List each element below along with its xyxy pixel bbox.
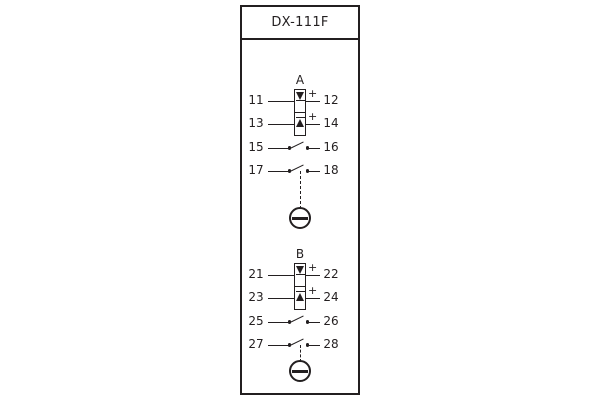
polarity-plus: + <box>308 110 318 123</box>
terminal-number: 27 <box>248 337 264 351</box>
wire-right <box>306 275 320 276</box>
wire-left <box>268 101 294 102</box>
mechanical-link-dashed <box>300 171 301 209</box>
wire-right <box>308 148 320 149</box>
group-label-a: A <box>295 73 305 87</box>
terminal-number: 21 <box>248 267 264 281</box>
wire-right <box>306 124 320 125</box>
terminal-number: 11 <box>248 93 264 107</box>
terminal-number: 26 <box>323 314 339 328</box>
polarity-plus: + <box>308 284 318 297</box>
diode-triangle-icon <box>296 92 304 100</box>
wire-left <box>268 345 290 346</box>
group-label-b: B <box>295 247 305 261</box>
terminal-number: 28 <box>323 337 339 351</box>
switch-arm-icon <box>290 315 304 322</box>
terminal-number: 13 <box>248 116 264 130</box>
screw-slot-icon <box>292 217 308 220</box>
terminal-number: 15 <box>248 140 264 154</box>
wire-left <box>268 298 294 299</box>
wire-left <box>268 322 290 323</box>
terminal-number: 23 <box>248 290 264 304</box>
device-title-bar <box>242 7 358 40</box>
terminal-number: 16 <box>323 140 339 154</box>
wire-left <box>268 124 294 125</box>
switch-arm-icon <box>290 338 304 345</box>
diode-bar <box>296 100 305 101</box>
switch-arm-icon <box>290 141 304 148</box>
diode-triangle-icon <box>296 266 304 274</box>
terminal-number: 22 <box>323 267 339 281</box>
device-title: DX-111F <box>271 15 329 30</box>
terminal-number: 18 <box>323 163 339 177</box>
wire-right <box>308 322 320 323</box>
wire-right <box>306 298 320 299</box>
wire-left <box>268 275 294 276</box>
wire-left <box>268 148 290 149</box>
polarity-plus: + <box>308 87 318 100</box>
polarity-plus: + <box>308 261 318 274</box>
switch-arm-icon <box>290 164 304 171</box>
diode-bar <box>296 274 305 275</box>
terminal-number: 17 <box>248 163 264 177</box>
terminal-number: 14 <box>323 116 339 130</box>
diode-triangle-icon <box>296 119 304 127</box>
wire-left <box>268 171 290 172</box>
screw-slot-icon <box>292 370 308 373</box>
wire-right <box>308 345 320 346</box>
device-outline <box>240 5 360 395</box>
diode-triangle-icon <box>296 293 304 301</box>
wire-right <box>306 101 320 102</box>
diode-bar <box>296 291 305 292</box>
terminal-number: 24 <box>323 290 339 304</box>
diode-bar <box>296 117 305 118</box>
terminal-number: 12 <box>323 93 339 107</box>
wire-right <box>308 171 320 172</box>
terminal-number: 25 <box>248 314 264 328</box>
